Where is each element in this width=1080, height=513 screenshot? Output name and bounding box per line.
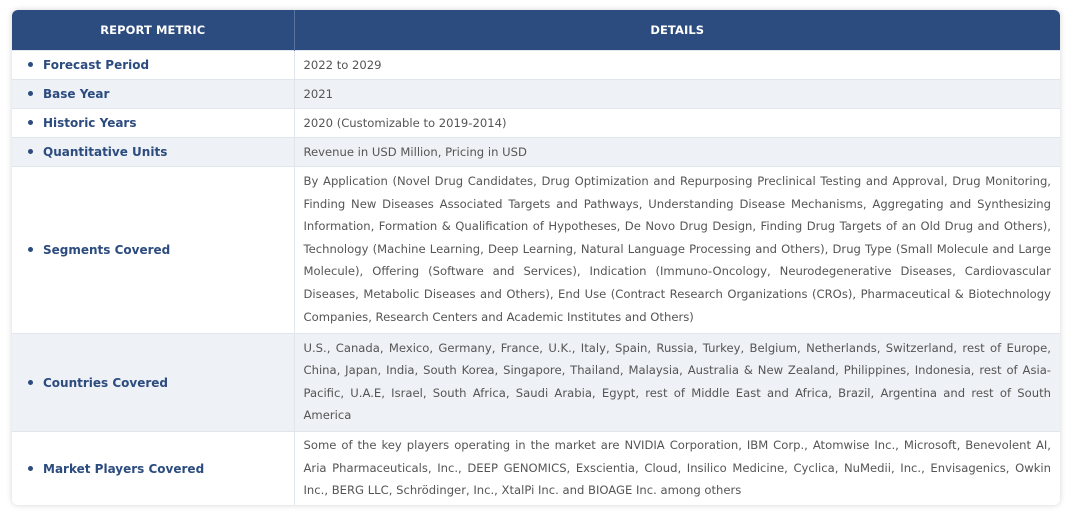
bullet-icon (28, 91, 33, 96)
detail-cell: 2020 (Customizable to 2019-2014) (294, 109, 1060, 138)
metric-label: Countries Covered (43, 375, 169, 390)
table-row (12, 109, 1060, 138)
metric-label: Base Year (43, 87, 110, 101)
detail-cell: Some of the key players operating in the market are NVIDIA Corporation, IBM Corp., Atomwise Inc., Microsoft, Benevolent AI, Aria Pharmaceuticals, Inc., DEEP GENOMICS, Exscientia, Cloud, Insilico Medicine, Cyclica, NuMedii, Inc., Envisagenics, Owkin Inc., BERG LLC, Schrödinger, Inc., XtalPi Inc. and BIOAGE Inc. among others (294, 432, 1060, 505)
bullet-icon (28, 149, 33, 154)
bullet-icon (28, 466, 33, 471)
detail-cell: 2022 to 2029 (294, 51, 1060, 80)
table-row (12, 80, 1060, 109)
table-row (12, 167, 1060, 334)
table-row (12, 138, 1060, 167)
metric-cell (12, 334, 294, 432)
detail-cell: Revenue in USD Million, Pricing in USD (294, 138, 1060, 167)
detail-cell: U.S., Canada, Mexico, Germany, France, U.K., Italy, Spain, Russia, Turkey, Belgium, Netherlands, Switzerland, rest of Europe, China, Japan, India, South Korea, Singapore, Thailand, Malaysia, Australia & New Zealand, Philippines, Indonesia, rest of Asia-Pacific, U.A.E, Israel, South Africa, Saudi Arabia, Egypt, rest of Middle East and Africa, Brazil, Argentina and rest of South America (294, 334, 1060, 432)
metric-label: Segments Covered (43, 243, 171, 258)
bullet-icon (28, 380, 33, 385)
report-metric-table-card (12, 10, 1060, 505)
metric-cell (12, 138, 294, 167)
metric-label: Forecast Period (43, 58, 150, 72)
table-row (12, 432, 1060, 505)
detail-cell: 2021 (294, 80, 1060, 109)
table-row (12, 334, 1060, 432)
metric-label: Market Players Covered (43, 461, 205, 476)
bullet-icon (28, 62, 33, 67)
column-header-details: DETAILS (294, 10, 1060, 51)
detail-cell: By Application (Novel Drug Candidates, Drug Optimization and Repurposing Preclinical Testing and Approval, Drug Monitoring, Finding New Diseases Associated Targets and Pathways, Understanding Disease Mechanisms, Aggregating and Synthesizing Information, Formation & Qualification of Hypotheses, De Novo Drug Design, Finding Drug Targets of an Old Drug and Others), Technology (Machine Learning, Deep Learning, Natural Language Processing and Others), Drug Type (Small Molecule and Large Molecule), Offering (Software and Services), Indication (Immuno-Oncology, Neurodegenerative Diseases, Cardiovascular Diseases, Metabolic Diseases and Others), End Use (Contract Research Organizations (CROs), Pharmaceutical & Biotechnology Companies, Research Centers and Academic Institutes and Others) (294, 167, 1060, 334)
table-row (12, 51, 1060, 80)
metric-cell (12, 51, 294, 80)
metric-cell (12, 167, 294, 334)
metric-label: Historic Years (43, 116, 137, 130)
table-header-row (12, 10, 1060, 51)
report-metric-table (12, 10, 1060, 505)
bullet-icon (28, 120, 33, 125)
metric-cell (12, 432, 294, 505)
metric-cell (12, 80, 294, 109)
metric-cell (12, 109, 294, 138)
bullet-icon (28, 247, 33, 252)
metric-label: Quantitative Units (43, 145, 168, 159)
column-header-report-metric: REPORT METRIC (12, 10, 294, 51)
